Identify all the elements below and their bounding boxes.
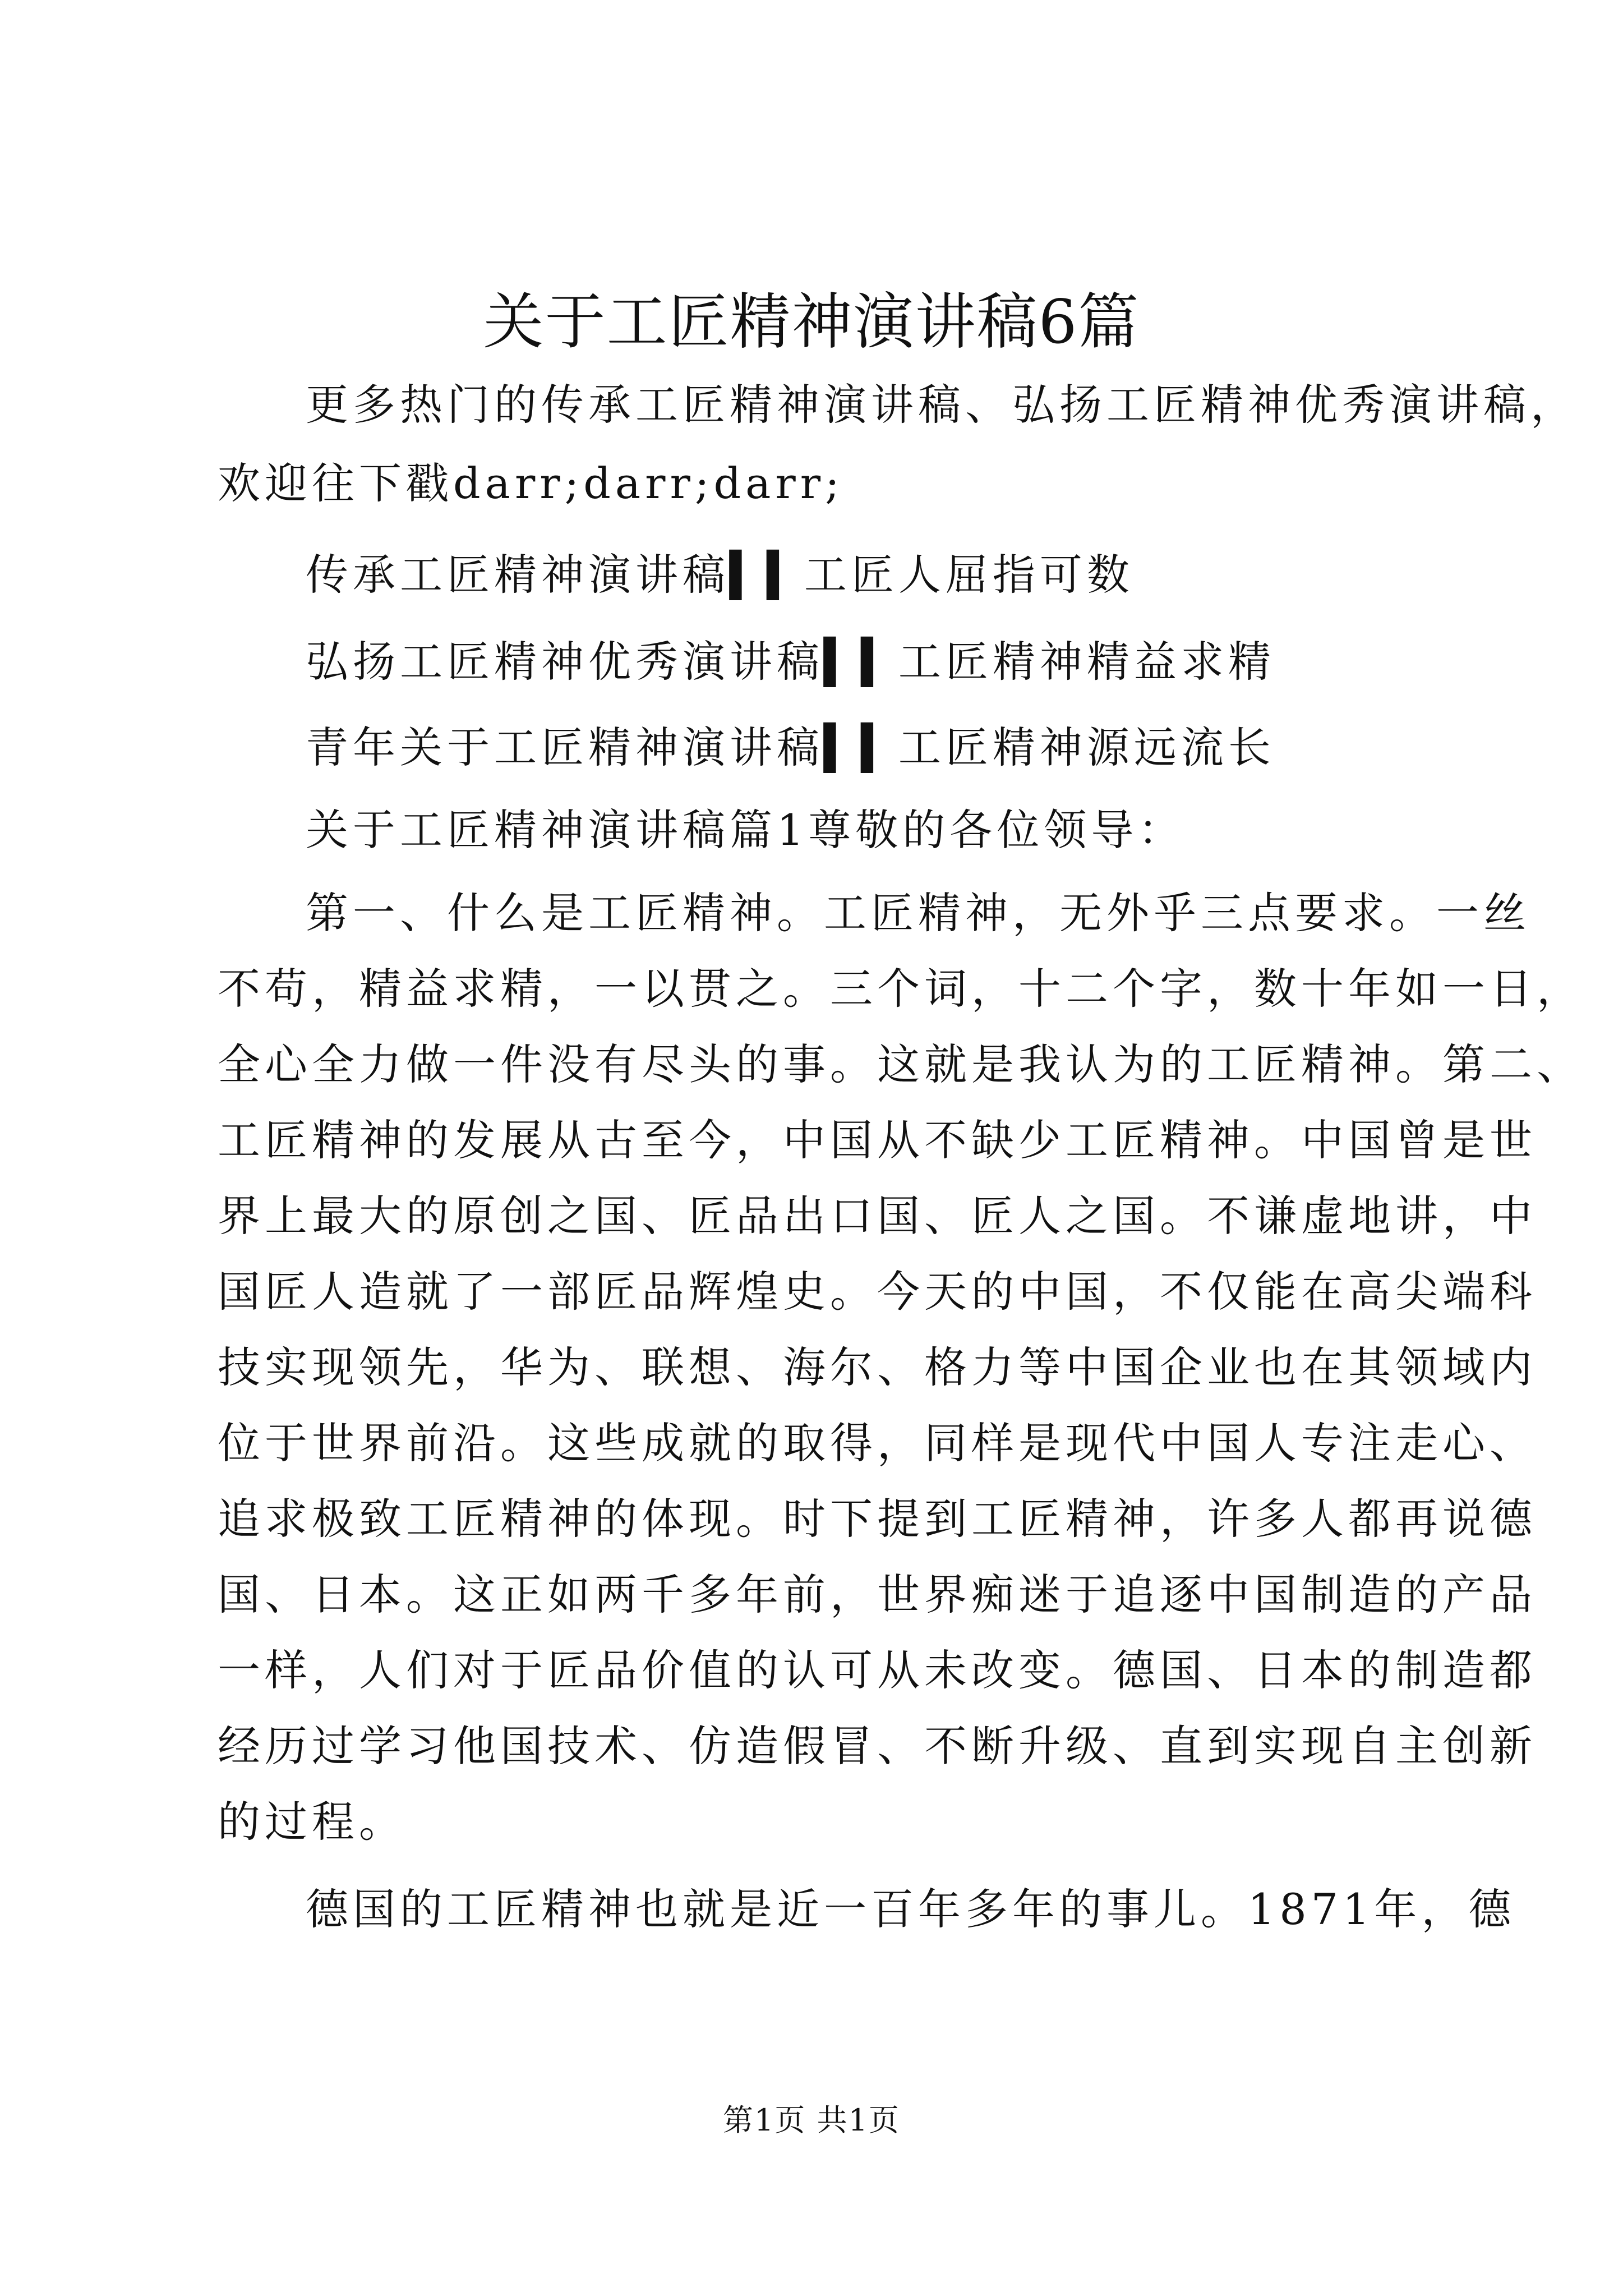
paragraph-line: 国、日本。这正如两千多年前，世界痴迷于追逐中国制造的产品 — [218, 1570, 1537, 1619]
paragraph-line: 位于世界前沿。这些成就的取得，同样是现代中国人专注走心、 — [218, 1418, 1537, 1468]
paragraph-line: 不苟，精益求精，一以贯之。三个词，十二个字，数十年如一日， — [218, 964, 1584, 1014]
paragraph-line: 全心全力做一件没有尽头的事。这就是我认为的工匠精神。第二、 — [218, 1039, 1584, 1089]
paragraph-line: 第一、什么是工匠精神。工匠精神，无外乎三点要求。一丝 — [306, 888, 1530, 938]
paragraph-line: 工匠精神的发展从古至今，中国从不缺少工匠精神。中国曾是世 — [218, 1115, 1537, 1165]
paragraph-line: 界上最大的原创之国、匠品出口国、匠人之国。不谦虚地讲，中 — [218, 1191, 1537, 1241]
list-item: 青年关于工匠精神演讲稿▍▍工匠精神源远流长 — [306, 723, 1275, 772]
paragraph-line: 的过程。 — [218, 1797, 406, 1847]
paragraph-line: 欢迎往下戳darr;darr;darr; — [218, 458, 844, 508]
paragraph-line: 国匠人造就了一部匠品辉煌史。今天的中国，不仅能在高尖端科 — [218, 1267, 1537, 1317]
document-title: 关于工匠精神演讲稿6篇 — [483, 287, 1140, 357]
list-item: 弘扬工匠精神优秀演讲稿▍▍工匠精神精益求精 — [306, 637, 1275, 687]
paragraph-line: 技实现领先，华为、联想、海尔、格力等中国企业也在其领域内 — [218, 1342, 1537, 1392]
paragraph-line: 一样，人们对于匠品价值的认可从未改变。德国、日本的制造都 — [218, 1645, 1537, 1695]
section-heading: 关于工匠精神演讲稿篇1尊敬的各位领导： — [306, 805, 1186, 855]
page-number: 第1页 共1页 — [723, 2102, 900, 2138]
list-item: 传承工匠精神演讲稿▍▍工匠人屈指可数 — [306, 550, 1134, 600]
paragraph-line: 德国的工匠精神也就是近一百年多年的事儿。1871年，德 — [306, 1884, 1516, 1934]
paragraph-line: 经历过学习他国技术、仿造假冒、不断升级、直到实现自主创新 — [218, 1721, 1537, 1771]
paragraph-line: 更多热门的传承工匠精神演讲稿、弘扬工匠精神优秀演讲稿， — [306, 380, 1578, 430]
paragraph-line: 追求极致工匠精神的体现。时下提到工匠精神，许多人都再说德 — [218, 1494, 1537, 1544]
